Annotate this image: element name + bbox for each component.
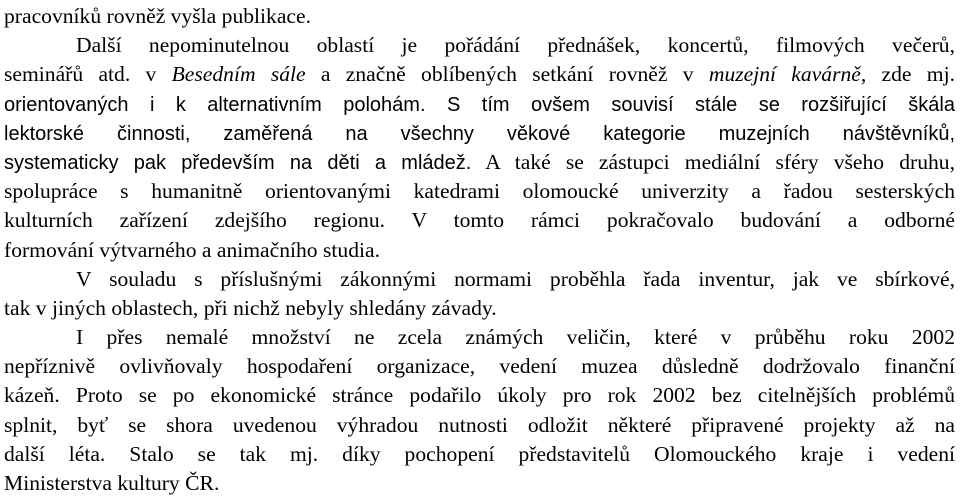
italic-text-segment: Besedním sále — [171, 62, 306, 87]
text-line — [4, 236, 955, 265]
text-segment: tak v jiných oblastech, při nichž nebyly shledány závady. — [4, 295, 497, 320]
text-segment: pracovníků rovněž vyšla publikace. — [4, 4, 312, 28]
text-line — [4, 411, 955, 440]
text-segment: Další nepominutelnou oblastí je pořádání přednášek, koncertů, filmových večerů, — [76, 33, 955, 58]
text-line — [4, 119, 955, 148]
text-line — [4, 148, 955, 177]
text-line — [4, 206, 955, 235]
text-segment: seminářů atd. v — [4, 62, 172, 87]
text-segment: kázeň. Proto se po ekonomické stránce podařilo úkoly pro rok 2002 bez citelnějších problémů — [4, 383, 955, 408]
text-line — [4, 440, 955, 469]
text-line — [4, 381, 955, 410]
text-segment: systematicky pak především na děti a mládež. — [4, 151, 472, 174]
text-segment: I přes nemalé množství ne zcela známých veličin, které v průběhu roku 2002 — [76, 325, 955, 350]
text-line — [4, 60, 955, 89]
text-segment: formování výtvarného a animačního studia. — [4, 237, 380, 262]
text-line — [4, 90, 955, 119]
text-segment: další léta. Stalo se tak mj. díky pochopení představitelů Olomouckého kraje i vedení — [4, 441, 955, 466]
text-segment: lektorské činnosti, zaměřená na všechny věkové kategorie muzejních návštěvníků, — [4, 122, 955, 145]
text-segment: Ministerstva kultury ČR. — [4, 471, 220, 495]
text-line — [4, 177, 955, 206]
text-segment: , zde mj. — [860, 62, 955, 87]
text-segment: spolupráce s humanitně orientovanými katedrami olomoucké univerzity a řadou sesterských — [4, 179, 955, 204]
text-line — [4, 352, 955, 381]
text-segment: orientovaných i k alternativním polohám. S tím ovšem souvisí stále se rozšiřující škála — [4, 93, 955, 116]
text-segment: kulturních zařízení zdejšího regionu. V tomto rámci pokračovalo budování a odborné — [4, 208, 955, 233]
text-line — [4, 2, 955, 31]
text-segment: splnit, byť se shora uvedenou výhradou nutnosti odložit některé připravené projekty až na — [4, 412, 955, 437]
text-line — [4, 469, 955, 498]
text-line — [4, 294, 955, 323]
text-segment: A také se zástupci mediální sféry všeho druhu, — [471, 149, 955, 174]
text-line — [4, 31, 955, 60]
text-line — [4, 323, 955, 352]
document-body — [4, 2, 955, 498]
text-segment: V souladu s příslušnými zákonnými normami proběhla řada inventur, jak ve sbírkové, — [76, 266, 955, 291]
text-segment: a značně oblíbených setkání rovněž v — [305, 62, 709, 87]
text-line — [4, 265, 955, 294]
italic-text-segment: muzejní kavárně — [708, 62, 861, 87]
text-segment: nepříznivě ovlivňovaly hospodaření organizace, vedení muzea důsledně dodržovalo finanční — [4, 354, 955, 379]
